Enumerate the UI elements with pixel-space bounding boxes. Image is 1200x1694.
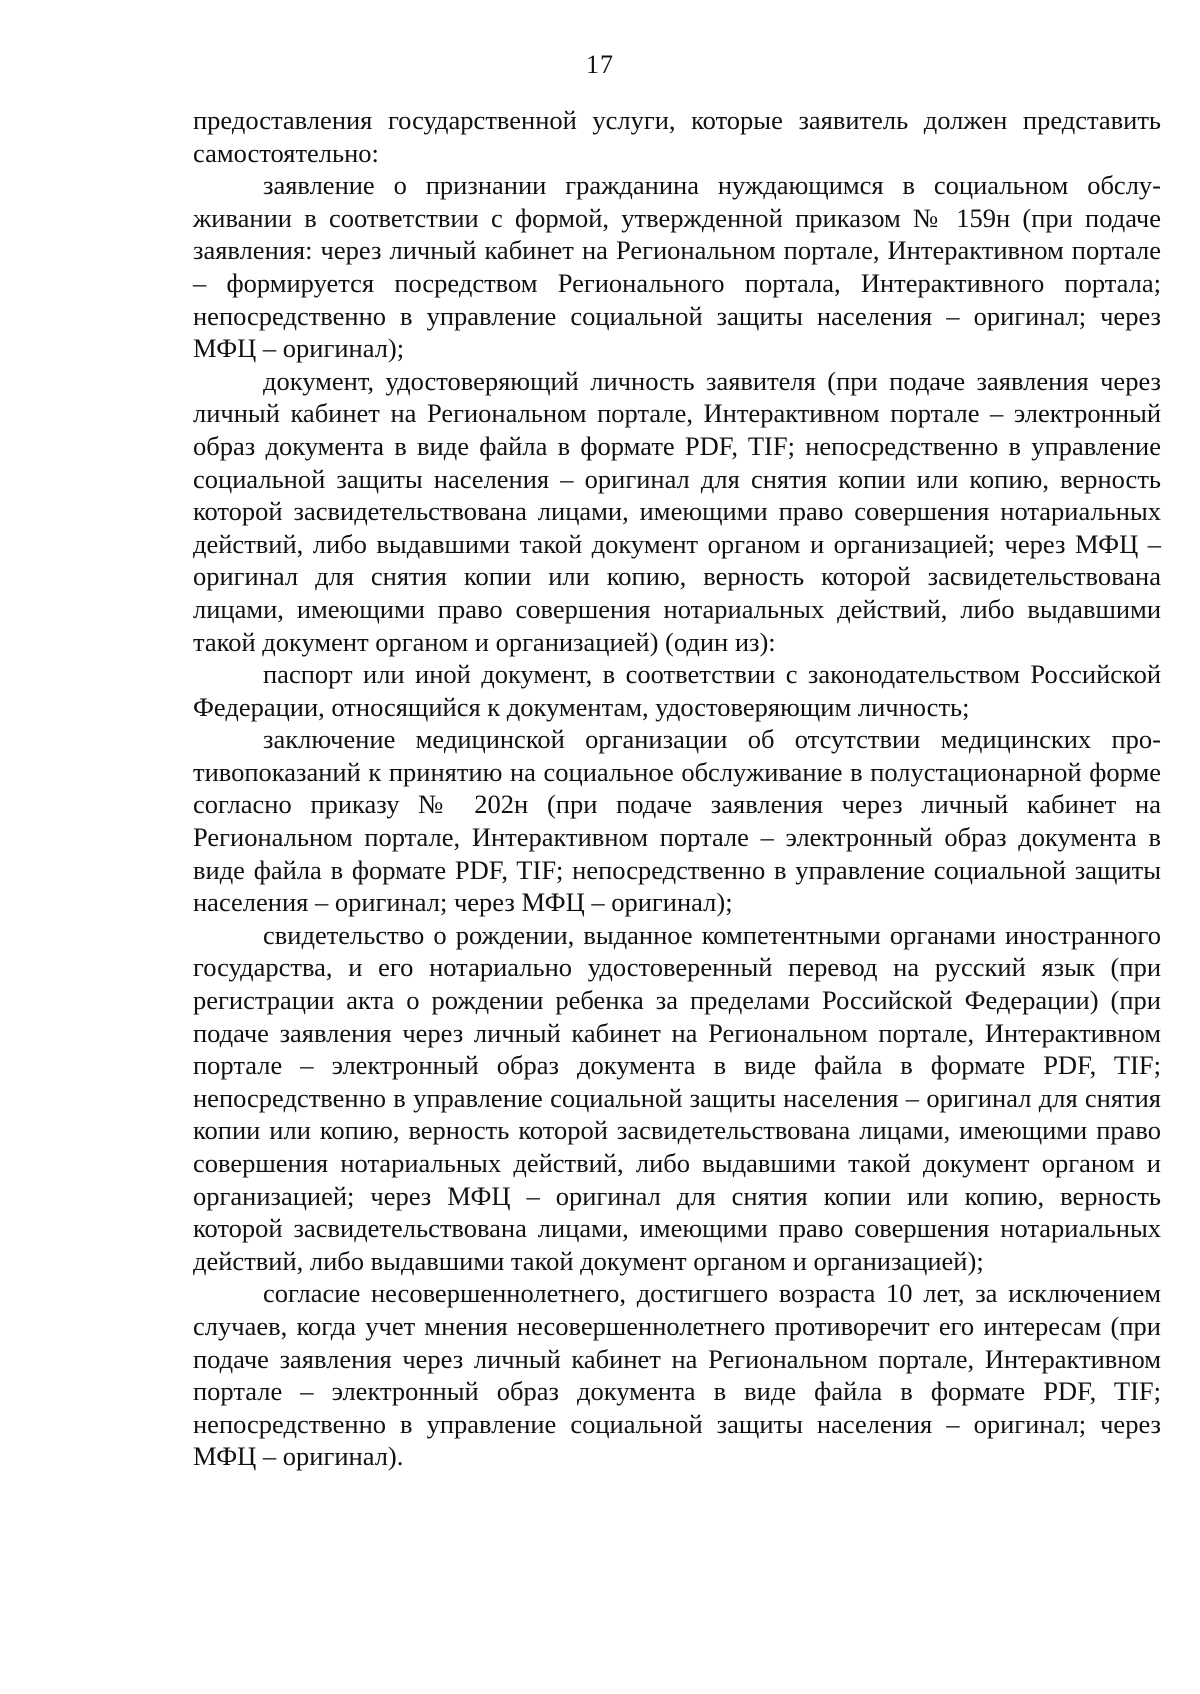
document-body	[193, 104, 1161, 1473]
paragraph-minor-consent: согласие несовершеннолетнего, достигшего возраста 10 лет, за исключением случаев, когда учет мнения несовершеннолетнего противоречит его интересам (при подаче заявления через личный кабинет на Региональном портале, Интерактивном портале – электронный образ документа в виде файла в формате PDF, TIF; непосредственно в управление социальной защиты населения – оригинал; через МФЦ – оригинал).	[193, 1278, 1161, 1472]
paragraph-medical-conclusion: заключение медицинской организации об отсутствии медицинских противопоказаний к принятию на социальное обслуживание в полустационарной форме согласно приказу № 202н (при подаче заявления через личный кабинет на Региональном портале, Интерактивном портале – электронный образ документа в виде файла в формате PDF, TIF; непосредственно в управление социальной защиты населения – оригинал; через МФЦ – оригинал);	[193, 724, 1161, 918]
paragraph-identity-document: документ, удостоверяющий личность заявителя (при подаче заявления через личный кабинет на Региональном портале, Интерактивном портале – электронный образ документа в виде файла в формате PDF, TIF; непосредственно в управление социальной защиты населения – оригинал для снятия копии или копию, верность которой засвидетельствована лицами, имеющими право совершения нотариальных действий, либо выдавшими такой документ органом и организацией; через МФЦ – оригинал для снятия копии или копию, верность которой засвидетельствована лицами, имеющими право совершения нотариальных действий, либо выдавшими такой документ органом и организацией) (один из):	[193, 365, 1161, 657]
paragraph-continuation: предоставления государственной услуги, которые заявитель должен представить самостоятельно:	[193, 105, 1161, 168]
paragraph-passport: паспорт или иной документ, в соответствии с законодательством Российской Федерации, относящийся к документам, удостоверяющим личность;	[193, 659, 1161, 722]
paragraph-application-statement: заявление о признании гражданина нуждающимся в социальном обслуживании в соответствии с формой, утвержденной приказом № 159н (при подаче заявления: через личный кабинет на Региональном портале, Интерактивном портале – формируется посредством Регионального портала, Интерактивного портала; непосредственно в управление социальной защиты населения – оригинал; через МФЦ – оригинал);	[193, 170, 1161, 364]
paragraph-birth-certificate: свидетельство о рождении, выданное компетентными органами иностранного государства, и его нотариально удостоверенный перевод на русский язык (при регистрации акта о рождении ребенка за пределами Российской Федерации) (при подаче заявления через личный кабинет на Региональном портале, Интерактивном портале – электронный образ документа в виде файла в формате PDF, TIF; непосредственно в управление социальной защиты населения – оригинал для снятия копии или копию, верность которой засвидетельствована лицами, имеющими право совершения нотариальных действий, либо выдавшими такой документ органом и организацией; через МФЦ – оригинал для снятия копии или копию, верность которой засвидетельствована лицами, имеющими право совершения нотариальных действий, либо выдавшими такой документ органом и организацией);	[193, 919, 1161, 1276]
page-number: 17	[586, 50, 614, 79]
